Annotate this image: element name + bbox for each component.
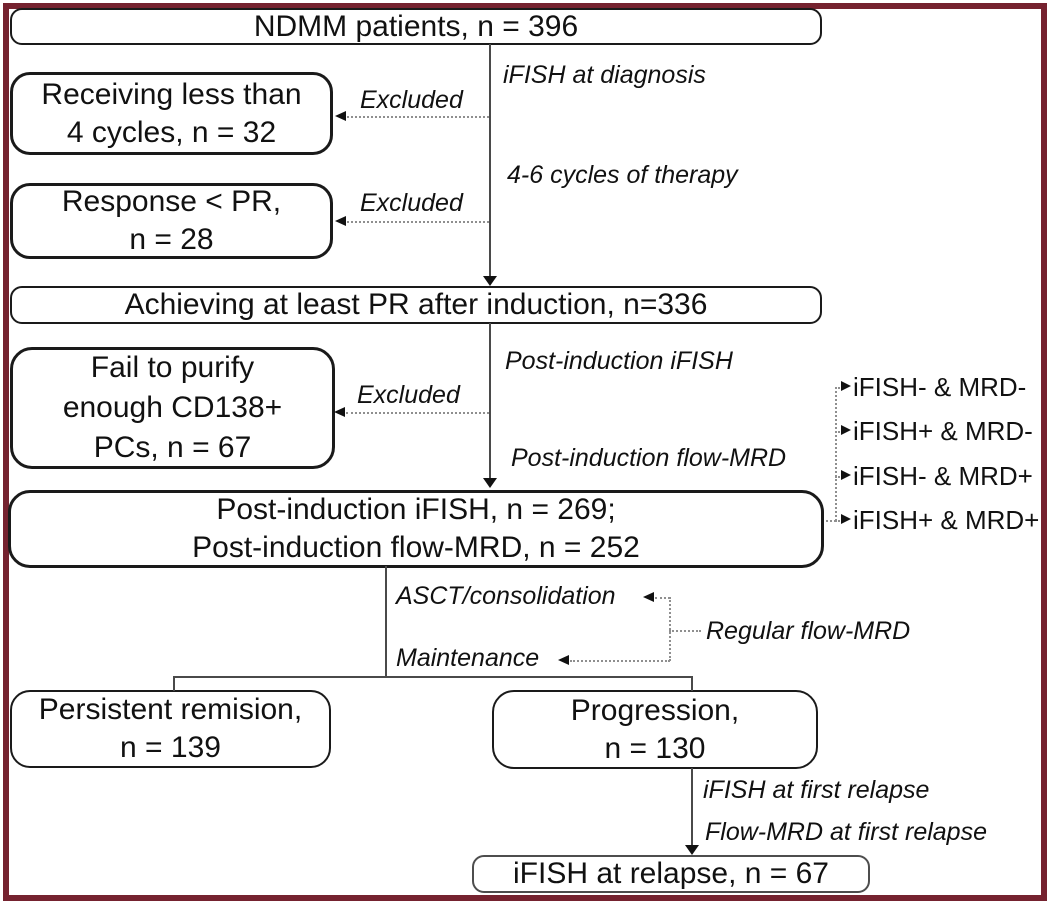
box-failpurify-line2: enough CD138+ bbox=[62, 391, 283, 424]
label-flow-mrd-first-relapse: Flow-MRD at first relapse bbox=[705, 818, 987, 846]
mrd-group-label-4: iFISH+ & MRD+ bbox=[853, 505, 1040, 535]
dotted-line-bracket-vertical bbox=[669, 597, 671, 661]
label-ifish-first-relapse: iFISH at first relapse bbox=[703, 776, 930, 804]
box-excluded-response-below-pr bbox=[10, 183, 333, 259]
dotted-line-asct bbox=[655, 597, 670, 599]
box-less4-line1: Receiving less than bbox=[41, 77, 302, 111]
arrowhead-down-postinduction-icon bbox=[483, 478, 497, 488]
arrowhead-left-excluded2-icon bbox=[335, 216, 346, 226]
label-regular-flow-mrd: Regular flow-MRD bbox=[706, 617, 911, 645]
dotted-line-regular-flow bbox=[669, 630, 701, 632]
box-less4-line2: 4 cycles, n = 32 bbox=[66, 115, 277, 149]
arrowhead-left-asct-icon bbox=[643, 592, 654, 602]
label-excluded-2: Excluded bbox=[360, 189, 463, 217]
box-excluded-fail-purify bbox=[10, 347, 335, 469]
line-branch-horizontal bbox=[173, 676, 693, 678]
box-postinduction-line2: Post-induction flow-MRD, n = 252 bbox=[192, 531, 640, 564]
label-excluded-1: Excluded bbox=[360, 86, 463, 114]
dotted-line-excluded3 bbox=[346, 412, 489, 414]
box-achieving-line1: Achieving at least PR after induction, n=336 bbox=[124, 288, 708, 321]
dotted-line-groups-vertical bbox=[835, 387, 837, 521]
label-asct-consolidation: ASCT/consolidation bbox=[396, 582, 616, 610]
label-cycles-of-therapy: 4-6 cycles of therapy bbox=[507, 161, 738, 189]
line-branch-to-progression bbox=[691, 676, 693, 691]
mrd-group-label-3: iFISH- & MRD+ bbox=[853, 461, 1033, 491]
arrowhead-down-achieving-icon bbox=[483, 276, 497, 286]
box-progression-line2: n = 130 bbox=[604, 731, 706, 765]
label-post-induction-ifish: Post-induction iFISH bbox=[505, 347, 733, 375]
label-excluded-3: Excluded bbox=[357, 381, 460, 409]
label-post-induction-flow-mrd: Post-induction flow-MRD bbox=[511, 444, 787, 472]
line-achieving-to-postinduction bbox=[489, 323, 491, 478]
arrowhead-right-group3-icon bbox=[841, 470, 851, 480]
arrowhead-right-group4-icon bbox=[841, 514, 851, 524]
box-resppr-line2: n = 28 bbox=[129, 223, 214, 256]
mrd-group-label-2: iFISH+ & MRD- bbox=[853, 416, 1033, 446]
box-post-induction bbox=[8, 490, 824, 568]
line-progression-to-relapse bbox=[691, 768, 693, 845]
arrowhead-left-excluded1-icon bbox=[335, 111, 346, 121]
dotted-line-maintenance bbox=[570, 660, 670, 662]
box-ifish-at-relapse bbox=[472, 855, 870, 893]
box-relapse-line1: iFISH at relapse, n = 67 bbox=[513, 857, 829, 890]
box-failpurify-line3: PCs, n = 67 bbox=[93, 431, 252, 464]
box-persistent-line2: n = 139 bbox=[120, 731, 221, 764]
mrd-group-label-1: iFISH- & MRD- bbox=[853, 372, 1027, 402]
box-persistent-line1: Persistent remision, bbox=[38, 693, 303, 726]
arrowhead-left-excluded3-icon bbox=[334, 407, 345, 417]
arrowhead-right-group2-icon bbox=[841, 425, 851, 435]
box-persistent-remission bbox=[10, 690, 331, 768]
dotted-line-excluded1 bbox=[347, 116, 489, 118]
box-achieving-pr bbox=[10, 286, 822, 324]
label-ifish-at-diagnosis: iFISH at diagnosis bbox=[503, 61, 706, 89]
line-ndmm-to-achieving bbox=[489, 44, 491, 276]
line-postinduction-down bbox=[385, 566, 387, 678]
box-ndmm-patients bbox=[10, 8, 822, 45]
arrowhead-left-maintenance-icon bbox=[558, 655, 569, 665]
box-progression bbox=[492, 690, 818, 769]
arrowhead-down-relapse-icon bbox=[685, 845, 699, 855]
label-maintenance: Maintenance bbox=[396, 644, 540, 672]
line-branch-to-persistent bbox=[173, 676, 175, 691]
box-postinduction-line1: Post-induction iFISH, n = 269; bbox=[216, 493, 616, 526]
box-excluded-less-than-4-cycles bbox=[10, 72, 333, 155]
box-resppr-line1: Response < PR, bbox=[61, 185, 282, 218]
box-failpurify-line1: Fail to purify bbox=[90, 351, 255, 384]
box-progression-line1: Progression, bbox=[570, 693, 740, 727]
arrowhead-right-group1-icon bbox=[841, 381, 851, 391]
box-ndmm-line1: NDMM patients, n = 396 bbox=[253, 9, 579, 43]
dotted-line-excluded2 bbox=[347, 221, 489, 223]
